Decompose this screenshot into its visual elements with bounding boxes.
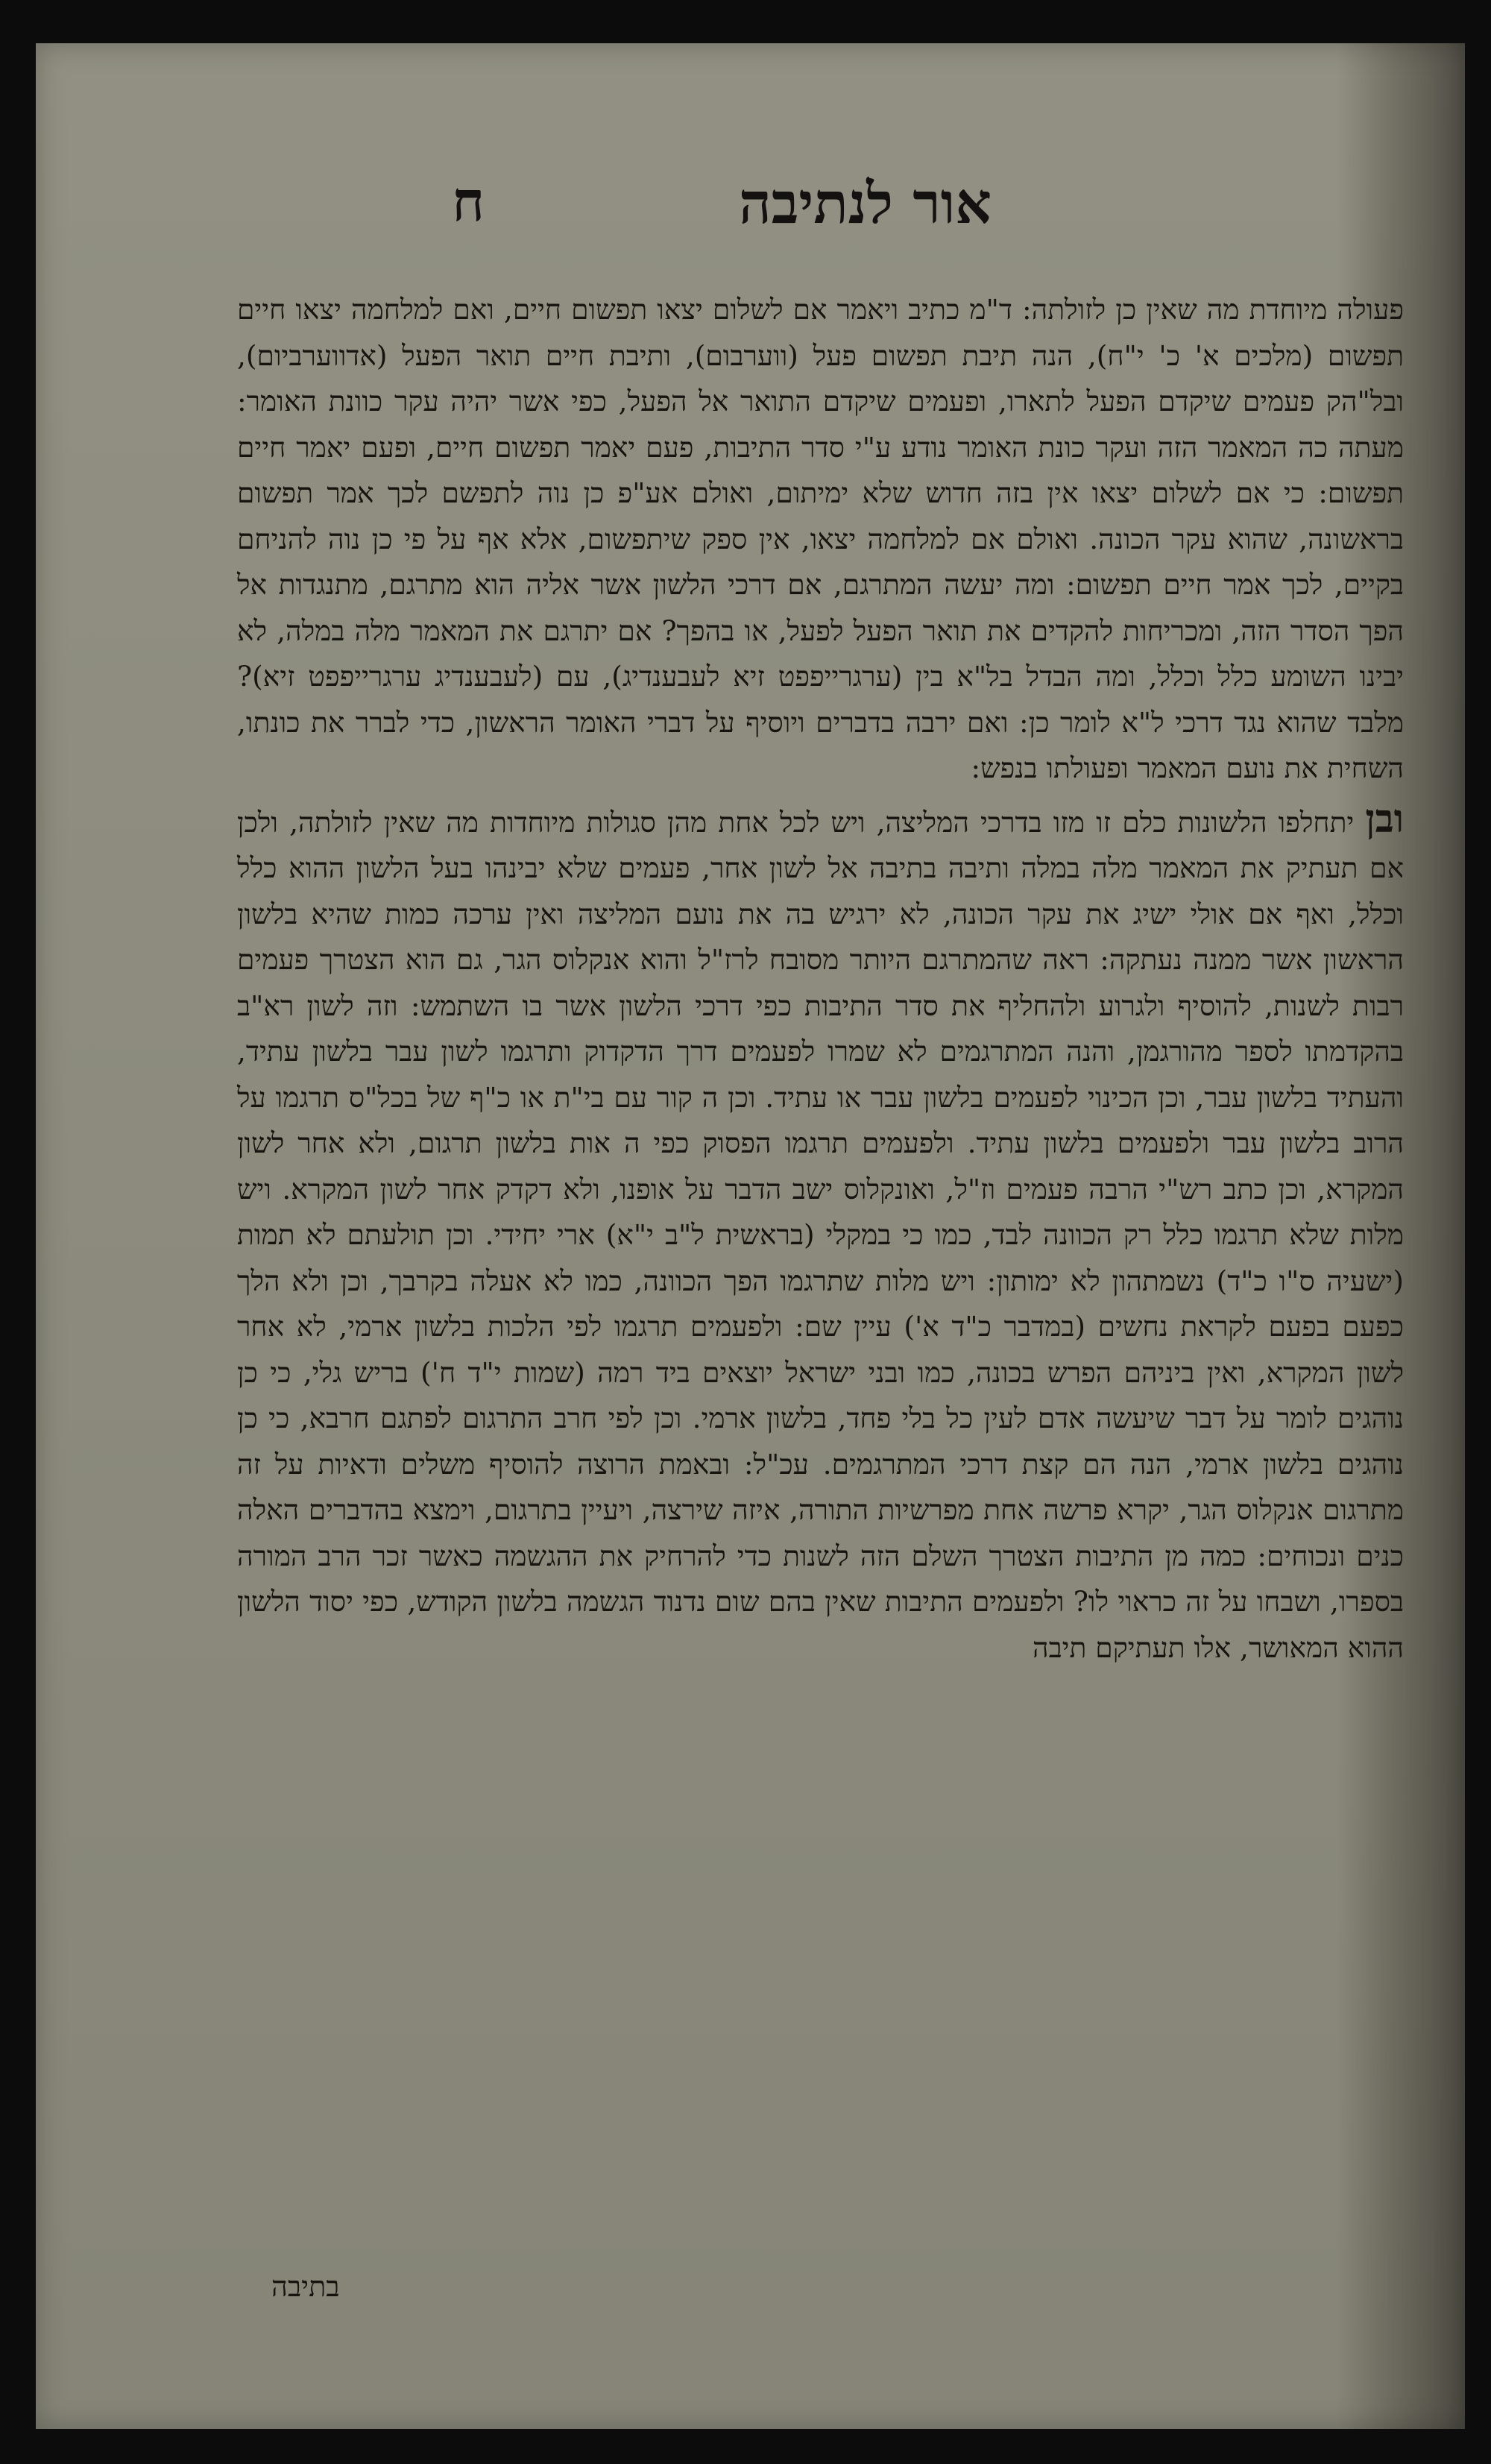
page-number-letter: ח: [452, 170, 485, 234]
page-header: [216, 170, 1379, 259]
paragraph-2-lead-word: ובן: [1365, 795, 1405, 842]
catchword: בתיבה: [271, 2270, 340, 2303]
running-title: אור לנתיבה: [739, 170, 992, 236]
page-body: [237, 287, 1404, 1671]
paragraph-2: [237, 796, 1404, 1671]
paragraph-1: פעולה מיוחדת מה שאין כן לזולתה: ד"מ כתיב ויאמר אם לשלום יצאו תפשום חיים, ואם למלחמה יצאו חיים תפשום (מלכים א' כ' י"ח), הנה תיבת תפשום פעל (ווערבום), ותיבת חיים תואר הפעל (אדווערביום), ובל"הק פעמים שיקדם הפעל לתארו, ופעמים שיקדם התואר אל הפעל, כפי אשר יהיה עקר כוונת האומר: מעתה כה המאמר הזה ועקר כונת האומר נודע ע"י סדר התיבות, פעם יאמר תפשום חיים, ופעם יאמר חיים תפשום: כי אם לשלום יצאו אין בזה חדוש שלא ימיתום, ואולם אע"פ כן נוה לתפשם לכך אמר תפשום בראשונה, שהוא עקר הכונה. ואולם אם למלחמה יצאו, אין ספק שיתפשום, אלא אף על פי כן נוה להניחם בקיים, לכך אמר חיים תפשום: ומה יעשה המתרגם, אם דרכי הלשון אשר אליה הוא מתרגם, מתנגדות אל הפך הסדר הזה, ומכריחות להקדים את תואר הפעל לפעל, או בהפך? אם יתרגם את המאמר מלה במלה, לא יבינו השומע כלל וכלל, ומה הבדל בל"א בין (ערגרייפפט זיא לעבענדיג), עם (לעבענדיג ערגרייפפט זיא)? מלבד שהוא נגד דרכי ל"א לומר כן: ואם ירבה בדברים ויוסיף על דברי האומר הראשון, כדי לברר את כונתו, השחית את נועם המאמר ופעולתו בנפש:: [237, 293, 1404, 784]
paragraph-2-text: יתחלפו הלשונות כלם זו מזו בדרכי המליצה, ויש לכל אחת מהן סגולות מיוחדות מה שאין לזולתה, ולכן אם תעתיק את המאמר מלה במלה ותיבה בתיבה אל לשון אחר, פעמים שלא יבינהו בעל הלשון ההוא כלל וכלל, ואף אם אולי ישיג את עקר הכונה, לא ירגיש בה את נועם המליצה ואין ערכה כמות שהיא בלשון הראשון אשר ממנה נעתקה: ראה שהמתרגם היותר מסובח לרז"ל והוא אנקלוס הגר, גם הוא הצטרך פעמים רבות לשנות, להוסיף ולגרוע ולהחליף את סדר התיבות כפי דרכי הלשון אשר בו השתמש: וזה לשון רא"ב בהקדמתו לספר מהורגמן, והנה המתרגמים לא שמרו לפעמים דרך הדקדוק ותרגמו לשון עבר בלשון עתיד, והעתיד בלשון עבר, וכן הכינוי לפעמים בלשון עבר או עתיד. וכן ה קור עם בי"ת או כ"ף של בכל"ס תרגמו על הרוב בלשון עבר ולפעמים בלשון עתיד. ולפעמים תרגמו הפסוק כפי ה אות בלשון תרגום, ולא אחר לשון המקרא, וכן כתב רש"י הרבה פעמים וז"ל, ואונקלוס ישב הדבר על אופנו, ולא דקדק אחר לשון המקרא. ויש מלות שלא תרגמו כלל רק הכוונה לבד, כמו כי במקלי (בראשית ל"ב י"א) ארי יחידי. וכן תולעתם לא תמות (ישעיה ס"ו כ"ד) נשמתהון לא ימותון: ויש מלות שתרגמו הפך הכוונה, כמו לא אעלה בקרבך, וכן ולא הלך כפעם בפעם לקראת נחשים (במדבר כ"ד א') עיין שם: ולפעמים תרגמו לפי הלכות בלשון ארמי, לא אחר לשון המקרא, ואין ביניהם הפרש בכונה, כמו ובני ישראל יוצאים ביד רמה (שמות י"ד ח') בריש גלי, כי כן נוהגים לומר על דבר שיעשה אדם לעין כל בלי פחד, בלשון ארמי. וכן לפי חרב התרגום לפתגם חרבא, כי כן נוהגים בלשון ארמי, הנה הם קצת דרכי המתרגמים. עכ"ל: ובאמת הרוצה להוסיף משלים ודאיות על זה מתרגום אנקלוס הגר, יקרא פרשה אחת מפרשיות התורה, איזה שירצה, ויעיין בתרגום, וימצא בהדברים האלה כנים ונכוחים: כמה מן התיבות הצטרך השלם הזה לשנות כדי להרחיק את ההגשמה כאשר זכר הרב המורה בספרו, ושבחו על זה כראוי לו? ולפעמים התיבות שאין בהם שום נדנוד הגשמה בלשון הקודש, כפי יסוד הלשון ההוא המאושר, אלו תעתיקם תיבה: [237, 805, 1405, 1664]
